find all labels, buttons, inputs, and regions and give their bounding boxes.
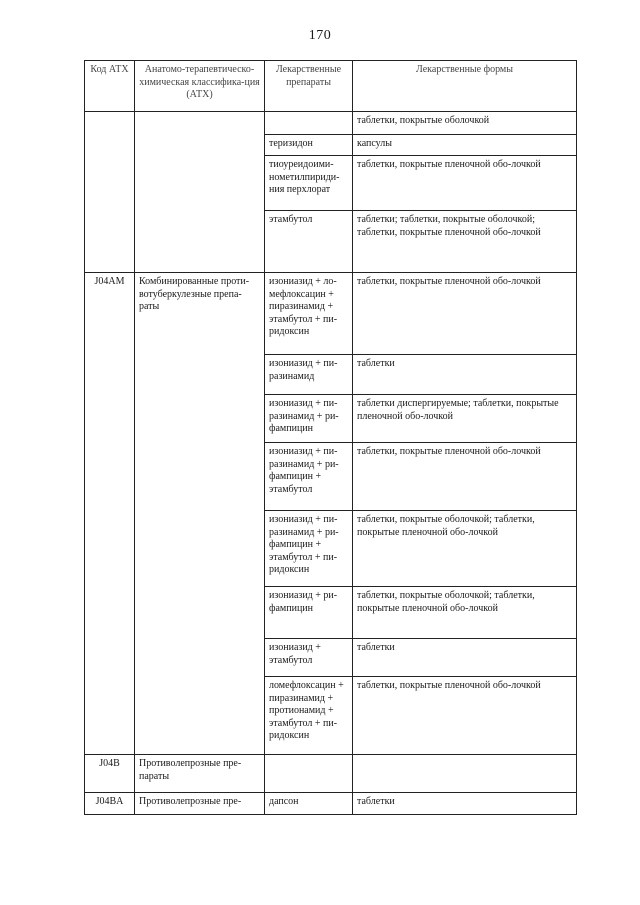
cell-forms: таблетки диспергируемые; таблетки, покрытые пленочной обо-лочкой	[353, 395, 577, 443]
cell-code	[85, 112, 135, 273]
table-row	[85, 112, 577, 135]
cell-classification	[135, 112, 265, 273]
cell-forms	[353, 755, 577, 793]
table-row	[85, 793, 577, 815]
table-row	[85, 755, 577, 793]
cell-drug: изониазид + пи-разинамид	[265, 355, 353, 395]
cell-classification: Комбинированные проти-вотуберкулезные препа-раты	[135, 273, 265, 755]
cell-drug: изониазид + пи-разинамид + ри-фампицин	[265, 395, 353, 443]
cell-forms: капсулы	[353, 135, 577, 156]
cell-forms: таблетки	[353, 639, 577, 677]
cell-drug	[265, 112, 353, 135]
cell-forms: таблетки, покрытые оболочкой; таблетки, покрытые пленочной обо-лочкой	[353, 511, 577, 587]
cell-classification: Противолепрозные пре-	[135, 793, 265, 815]
cell-drug: изониазид + пи-разинамид + ри-фампицин + этамбутол + пи-ридоксин	[265, 511, 353, 587]
cell-classification: Противолепрозные пре-параты	[135, 755, 265, 793]
cell-forms: таблетки	[353, 355, 577, 395]
cell-code: J04B	[85, 755, 135, 793]
cell-drug: изониазид + пи-разинамид + ри-фампицин + этамбутол	[265, 443, 353, 511]
cell-forms: таблетки	[353, 793, 577, 815]
page-number: 170	[308, 28, 332, 43]
cell-drug: изониазид + этамбутол	[265, 639, 353, 677]
header-drugs: Лекарственные препараты	[265, 61, 353, 112]
cell-forms: таблетки, покрытые пленочной обо-лочкой	[353, 273, 577, 355]
cell-forms: таблетки, покрытые пленочной обо-лочкой	[353, 156, 577, 211]
cell-code: J04BA	[85, 793, 135, 815]
header-dosage-forms: Лекарственные формы	[353, 61, 577, 112]
cell-drug: изониазид + ри-фампицин	[265, 587, 353, 639]
cell-drug	[265, 755, 353, 793]
atx-table	[84, 60, 577, 815]
cell-forms: таблетки; таблетки, покрытые оболочкой; таблетки, покрытые пленочной обо-лочкой	[353, 211, 577, 273]
header-atx-classification: Анатомо-терапевтическо-химическая классифика-ция (АТХ)	[135, 61, 265, 112]
cell-forms: таблетки, покрытые пленочной обо-лочкой	[353, 443, 577, 511]
cell-drug: этамбутол	[265, 211, 353, 273]
cell-forms: таблетки, покрытые пленочной обо-лочкой	[353, 677, 577, 755]
cell-drug: теризидон	[265, 135, 353, 156]
table-row	[85, 273, 577, 355]
cell-drug: тиоуреидоими-нометилпириди-ния перхлорат	[265, 156, 353, 211]
cell-drug: дапсон	[265, 793, 353, 815]
cell-forms: таблетки, покрытые оболочкой	[353, 112, 577, 135]
cell-drug: изониазид + ло-мефлоксацин + пиразинамид + этамбутол + пи-ридоксин	[265, 273, 353, 355]
table-header-row	[85, 61, 577, 112]
cell-drug: ломефлоксацин + пиразинамид + протионамид + этамбутол + пи-ридоксин	[265, 677, 353, 755]
cell-forms: таблетки, покрытые оболочкой; таблетки, покрытые пленочной обо-лочкой	[353, 587, 577, 639]
header-atx-code: Код АТХ	[85, 61, 135, 112]
cell-code: J04AM	[85, 273, 135, 755]
